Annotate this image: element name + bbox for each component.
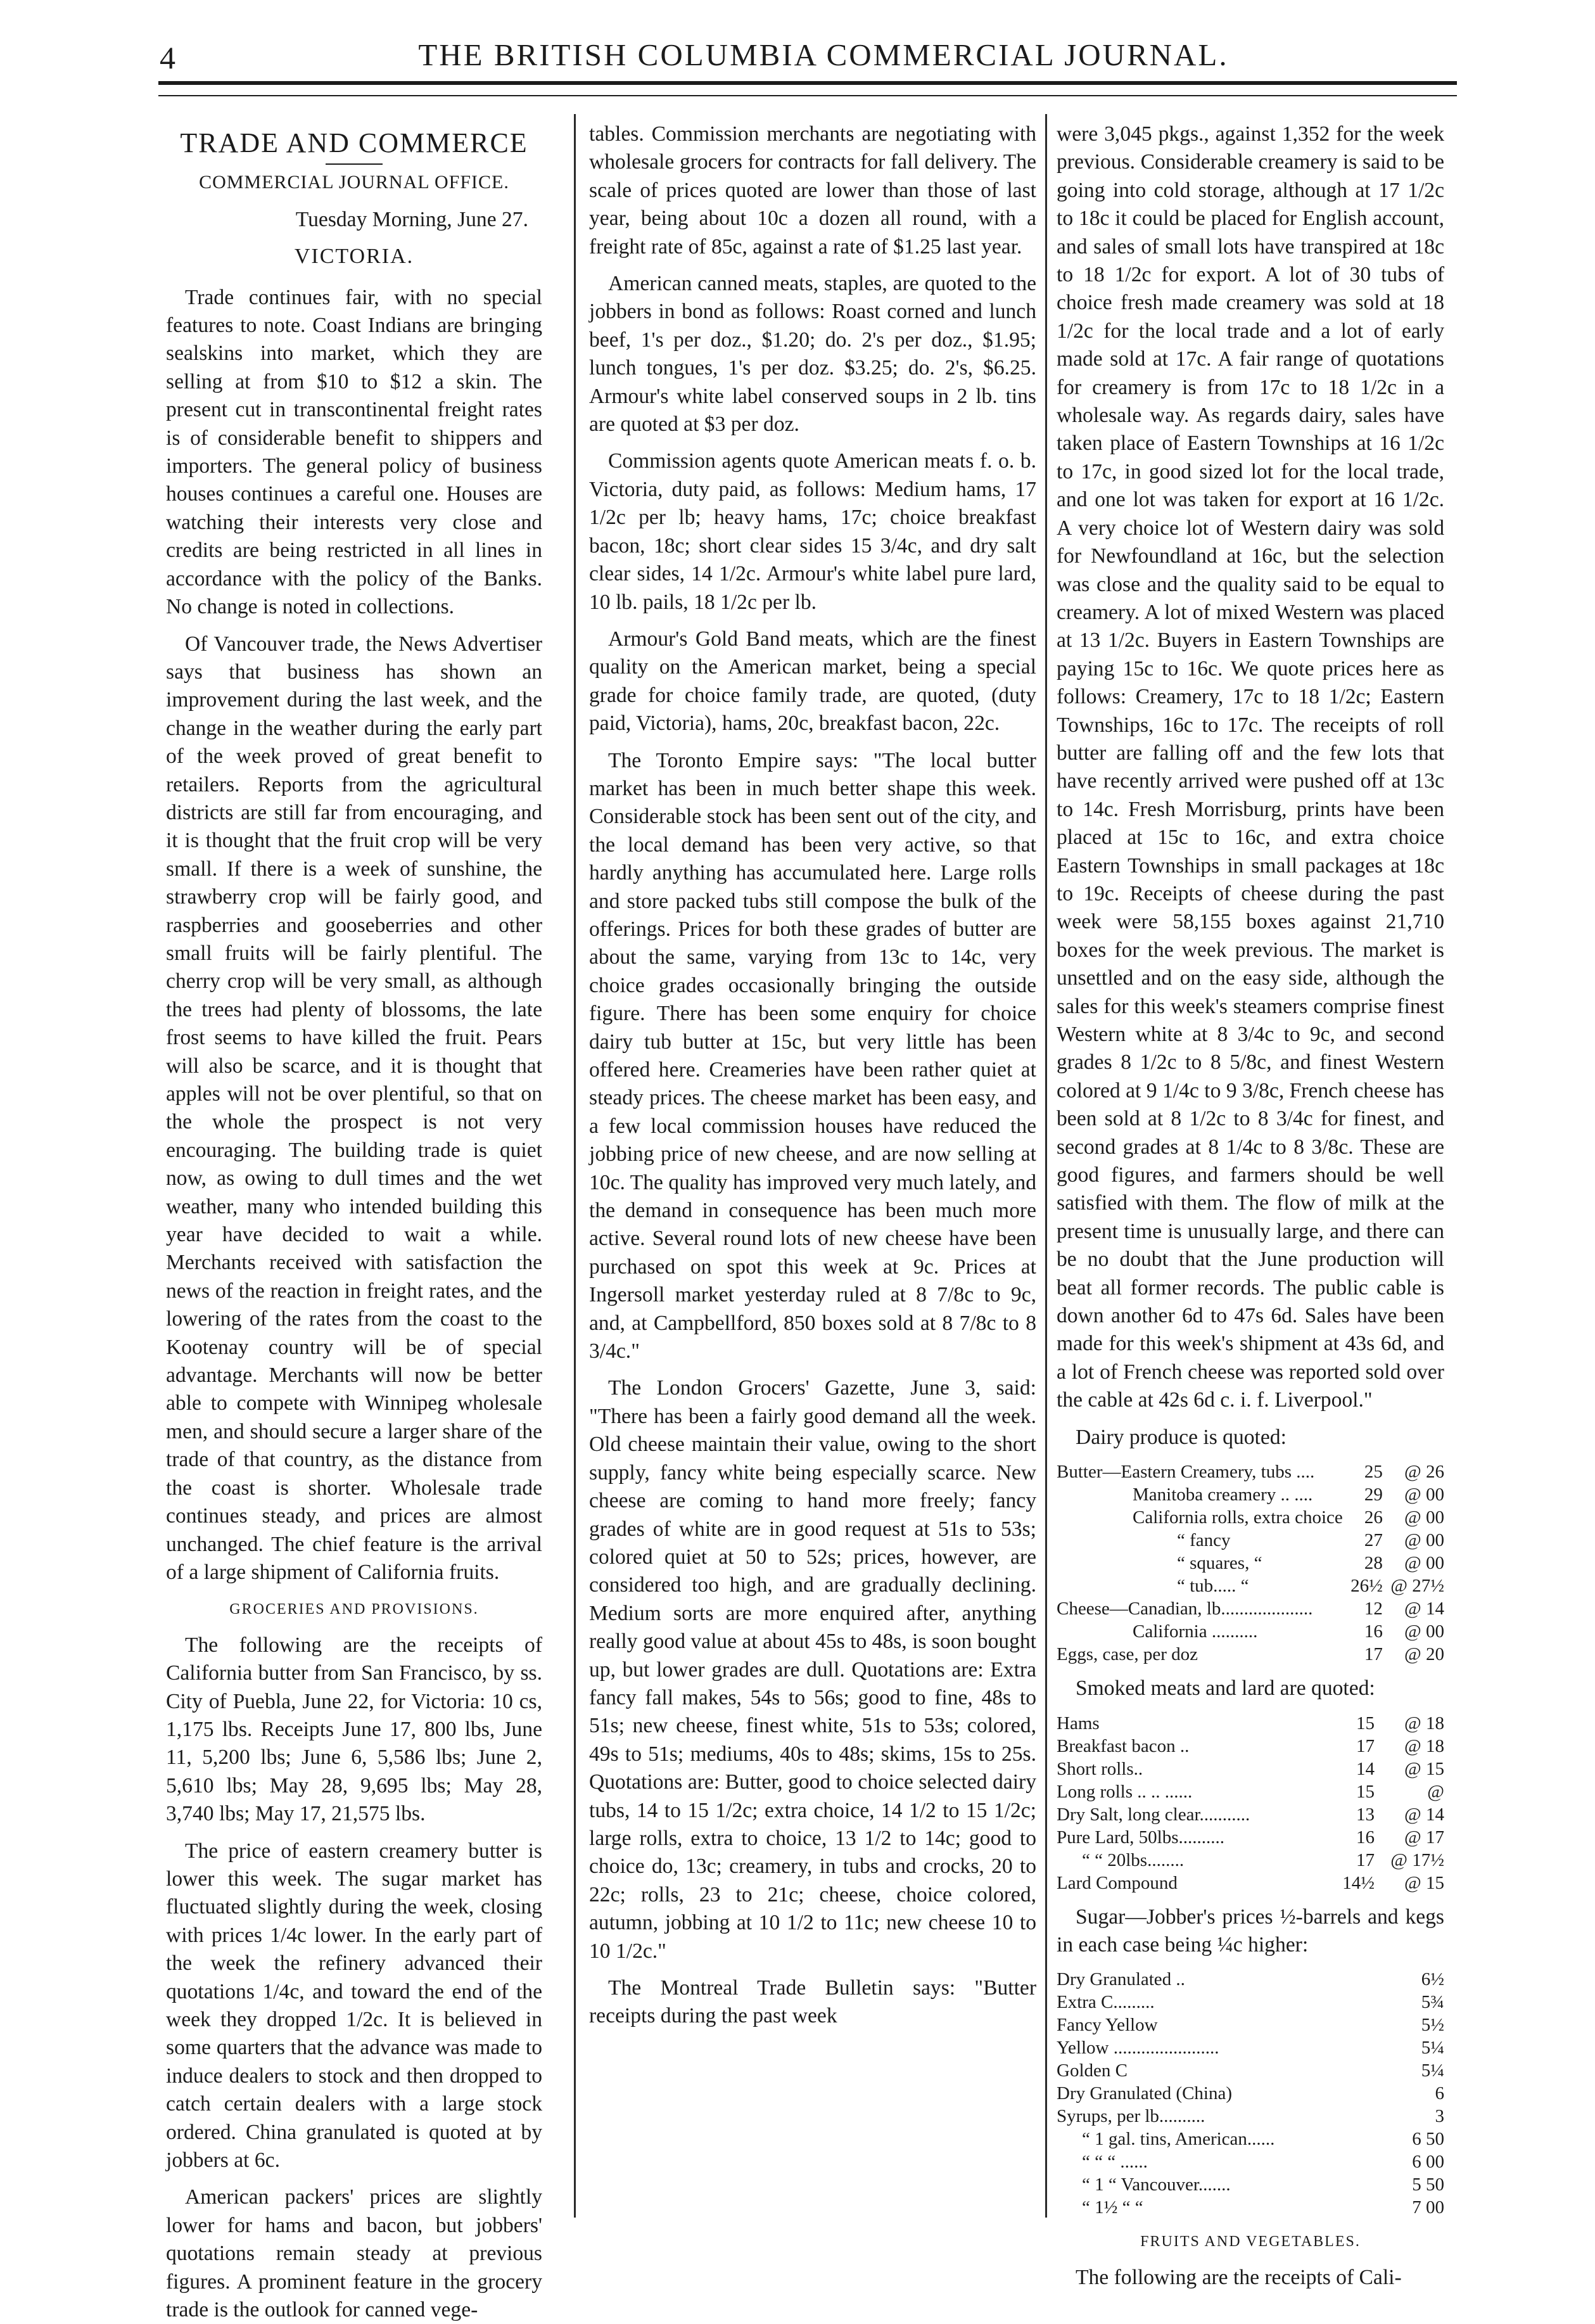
- price-item: Hams: [1057, 1713, 1100, 1733]
- masthead-rule-bottom: [158, 95, 1457, 96]
- sugar-price-table: [1057, 1968, 1444, 2219]
- price-row: [1057, 1597, 1444, 1620]
- price-low: 15: [1356, 1713, 1375, 1733]
- price-item: Breakfast bacon ..: [1057, 1735, 1190, 1756]
- price-item: Dry Granulated ..: [1057, 1969, 1185, 1990]
- price-low: 17: [1356, 1735, 1375, 1756]
- price-low: 28: [1364, 1553, 1383, 1574]
- column-divider-2: [1045, 114, 1047, 2218]
- price-item: “ 1 gal. tins, American......: [1082, 2129, 1275, 2150]
- paragraph: Of Vancouver trade, the News Advertiser says that business has shown an improvement during the last week, and the change in the weather during the early part of the week proved of great benefit to retailers. Reports from the agricultural districts are still far from encouraging, and it is thought that the fruit crop will be very small. If there is a week of sunshine, the strawberry crop will be fairly good, and raspberries and gooseberries and other small fruits will be fairly plentiful. The cherry crop will be very small, as although the trees had plenty of blossoms, the late frost seems to have killed the fruit. Pears will also be scarce, and it is thought that apples will not be over plentiful, so that on the whole the prospect is not very encouraging. The building trade is quiet now, as owing to dull times and the wet weather, many who intended building this year have decided to wait a while. Merchants received with satisfaction the news of the reaction in freight rates, and the lowering of the rates from the coast to the Kootenay country will be of special advantage. Merchants will now be better able to compete with Winnipeg wholesale men, and should secure a larger share of the trade of that country, as the distance from the coast is shorter. Wholesale trade continues steady, and prices are almost unchanged. The chief feature is the arrival of a large shipment of California fruits.: [166, 632, 542, 1584]
- subhead-groceries: GROCERIES AND PROVISIONS.: [229, 1601, 479, 1618]
- price-row: [1057, 1803, 1444, 1826]
- paragraph: Armour's Gold Band meats, which are the finest quality on the American market, being a special grade for choice family trade, are quoted, (duty paid, Victoria), hams, 20c, breakfast bacon, 22c.: [589, 627, 1036, 736]
- price-high: 3: [1435, 2106, 1444, 2127]
- price-low: [1326, 2173, 1375, 2196]
- price-item: Yellow .......................: [1057, 2038, 1219, 2059]
- column-2: [589, 120, 1036, 2218]
- price-low: 17: [1364, 1644, 1383, 1665]
- price-row: [1057, 1620, 1444, 1643]
- price-row: [1057, 1460, 1444, 1483]
- price-high: 6½: [1421, 1969, 1444, 1990]
- subhead-fruits: FRUITS AND VEGETABLES.: [1140, 2233, 1361, 2251]
- price-row: [1057, 1529, 1444, 1552]
- price-item: “ squares, “: [1177, 1553, 1262, 1574]
- price-item: Syrups, per lb..........: [1057, 2106, 1205, 2127]
- price-row: [1057, 1872, 1444, 1894]
- price-row: [1057, 2059, 1444, 2082]
- price-high: @ 00: [1404, 1553, 1444, 1574]
- paragraph: The London Grocers' Gazette, June 3, said: "There has been a fairly good demand all the week. Old cheese maintain their value, owing to the short supply, fancy white being especially scarce. New cheese are coming to hand more freely; fancy grades of white are in good request at 51s to 53s; colored quiet at 50 to 52s; prices, however, are considered too high, and are gradually declining. Medium sorts are more enquired after, anything really good value at about 45s to 48s, is soon bought up, but lower grades are dull. Quotations are: Extra fancy fall makes, 54s to 56s; good to fine, 48s to 51s; new cheese, finest white, 51s to 53s; colored, 49s to 51s; mediums, 40s to 48s; skims, 15s to 25s. Quotations are: Butter, good to choice selected dairy tubs, 14 to 15 1/2c; extra choice, 14 1/2 to 15 1/2c; large rolls, extra to choice, 13 1/2 to 14c; good to choice do, 13c; creamery, in tubs and crocks, 20 to 22c; rolls, 23 to 21c; cheese, choice colored, autumn, jobbing at 10 1/2 to 11c; new cheese 10 to 10 1/2c.": [589, 1376, 1036, 1963]
- price-high: @ 17: [1404, 1827, 1444, 1848]
- price-high: @ 27½: [1390, 1576, 1444, 1597]
- price-low: [1326, 1991, 1375, 2014]
- column-3: [1057, 120, 1444, 2289]
- price-row: [1057, 2082, 1444, 2105]
- price-row: [1057, 1643, 1444, 1666]
- price-item: Fancy Yellow: [1057, 2015, 1158, 2036]
- section-title: TRADE AND COMMERCE: [180, 127, 528, 158]
- paragraph: tables. Commission merchants are negotiating with wholesale grocers for contracts for fall delivery. The scale of prices quoted are lower than those of last year, being about 10c a dozen all round, with a freight rate of 85c, against a rate of $1.25 last year.: [589, 122, 1036, 259]
- price-low: [1326, 2150, 1375, 2173]
- price-low: 16: [1356, 1827, 1375, 1848]
- paragraph: American packers' prices are slightly lower for hams and bacon, but jobbers' quotations remain steady at previous figures. A prominent feature in the grocery trade is the outlook for canned vege-: [166, 2185, 542, 2322]
- price-row: [1057, 1758, 1444, 1780]
- price-low: 26½: [1350, 1576, 1383, 1597]
- price-high: 6: [1435, 2083, 1444, 2104]
- price-high: 7 00: [1412, 2197, 1444, 2218]
- price-high: @ 14: [1404, 1804, 1444, 1825]
- price-high: @ 14: [1404, 1599, 1444, 1619]
- price-low: 14½: [1342, 1872, 1375, 1893]
- paragraph: Trade continues fair, with no special features to note. Coast Indians are bringing sealskins into market, which they are selling at from $10 to $12 a skin. The present cut in transcontinental freight rates is of considerable benefit to shippers and importers. The general policy of business houses continues a careful one. Houses are watching their interests very close and credits are being restricted in all lines in accordance with the policy of the Banks. No change is noted in collections.: [166, 285, 542, 619]
- column-divider-1: [574, 114, 576, 2218]
- price-low: [1326, 2196, 1375, 2219]
- price-item: California ..........: [1133, 1621, 1258, 1642]
- price-item: Butter—Eastern Creamery, tubs ....: [1057, 1462, 1315, 1483]
- price-low: 27: [1364, 1530, 1383, 1551]
- price-high: @ 15: [1404, 1758, 1444, 1779]
- price-row: [1057, 1849, 1444, 1872]
- page-number: 4: [160, 40, 175, 75]
- price-item: Long rolls .. .. ......: [1057, 1781, 1193, 1802]
- price-item: Manitoba creamery .. ....: [1133, 1484, 1313, 1505]
- price-item: Dry Granulated (China): [1057, 2083, 1233, 2104]
- price-row: [1057, 1574, 1444, 1597]
- city-heading: VICTORIA.: [294, 245, 414, 269]
- price-low: 26: [1364, 1507, 1383, 1528]
- price-high: @: [1427, 1781, 1444, 1802]
- price-item: “ 1 “ Vancouver.......: [1082, 2174, 1231, 2195]
- price-row: [1057, 2105, 1444, 2128]
- price-high: 6 50: [1412, 2129, 1444, 2150]
- price-high: 5¼: [1421, 2060, 1444, 2081]
- price-high: @ 17½: [1390, 1849, 1444, 1870]
- price-high: @ 00: [1404, 1530, 1444, 1551]
- smoked-price-table: [1057, 1712, 1444, 1894]
- price-row: [1057, 1712, 1444, 1735]
- price-high: 6 00: [1412, 2152, 1444, 2173]
- paragraph: The Toronto Empire says: "The local butter market has been in much better shape this week. Considerable stock has been sent out of the city, and the local demand has been very active, so that hardly anything has accumulated here. Large rolls and store packed tubs still compose the bulk of the offerings. Prices for both these grades of butter are about the same, varying from 13c to 14c, very choice grades occasionally bringing the outside figure. There has been some enquiry for choice dairy tub butter at 15c, but very little has been offered here. Creameries have been rather quiet at steady prices. The cheese market has been easy, and a few local commission houses have reduced the jobbing price of new cheese, and are now selling at 10c. The quality has improved very much lately, and the demand in consequence has been much more active. Several round lots of new cheese have been purchased on spot this week at 9c. Prices at Ingersoll market yesterday ruled at 8 7/8c to 9c, and, at Campbellford, 850 boxes sold at 8 7/8c to 8 3/4c.": [589, 748, 1036, 1363]
- column-1: [166, 120, 542, 2322]
- price-item: “ tub..... “: [1177, 1576, 1249, 1597]
- sugar-heading: Sugar—Jobber's prices ½-barrels and kegs in each case being ¼c higher:: [1057, 1905, 1444, 1957]
- dairy-price-table: [1057, 1460, 1444, 1666]
- price-low: 12: [1364, 1599, 1383, 1619]
- price-item: “ “ 20lbs........: [1082, 1849, 1185, 1870]
- price-row: [1057, 1991, 1444, 2014]
- price-item: “ 1½ “ “: [1082, 2197, 1143, 2218]
- dairy-heading: Dairy produce is quoted:: [1076, 1425, 1287, 1449]
- price-item: Lard Compound: [1057, 1872, 1178, 1893]
- price-item: Cheese—Canadian, lb....................: [1057, 1599, 1313, 1619]
- price-row: [1057, 2150, 1444, 2173]
- price-item: Dry Salt, long clear...........: [1057, 1804, 1250, 1825]
- price-high: 5½: [1421, 2015, 1444, 2036]
- paragraph: The price of eastern creamery butter is lower this week. The sugar market has fluctuated slightly during the week, closing with prices 1/4c lower. In the early part of the week the refinery advanced their quotations 1/4c, and toward the end of the week they dropped 1/2c. It is believed in some quarters that the advance was made to induce dealers to stock and then dropped to catch certain dealers with a large stock ordered. China granulated is quoted at by jobbers at 6c.: [166, 1839, 542, 2173]
- price-item: Extra C.........: [1057, 1992, 1155, 2013]
- price-low: 25: [1364, 1462, 1383, 1483]
- price-item: Pure Lard, 50lbs..........: [1057, 1827, 1224, 1848]
- price-row: [1057, 1735, 1444, 1758]
- price-high: @ 18: [1404, 1713, 1444, 1733]
- price-high: 5¼: [1421, 2038, 1444, 2059]
- price-low: [1326, 2014, 1375, 2036]
- smoked-heading: Smoked meats and lard are quoted:: [1076, 1676, 1375, 1701]
- paragraph: Commission agents quote American meats f. o. b. Victoria, duty paid, as follows: Medium hams, 17 1/2c per lb; heavy hams, 17c; choice breakfast bacon, 18c; short clear sides 15 3/4c, and dry salt clear sides, 14 1/2c. Armour's white label pure lard, 10 lb. pails, 18 1/2c per lb.: [589, 449, 1036, 614]
- dateline: Tuesday Morning, June 27.: [295, 207, 528, 231]
- price-row: [1057, 2196, 1444, 2219]
- price-row: [1057, 1483, 1444, 1506]
- price-high: @ 00: [1404, 1621, 1444, 1642]
- price-low: 29: [1364, 1484, 1383, 1505]
- price-row: [1057, 1968, 1444, 1991]
- price-low: 15: [1356, 1781, 1375, 1802]
- price-high: @ 15: [1404, 1872, 1444, 1893]
- price-item: Golden C: [1057, 2060, 1128, 2081]
- price-item: “ “ “ ......: [1082, 2152, 1148, 2173]
- price-low: 14: [1356, 1758, 1375, 1779]
- paragraph: The following are the receipts of Cali-: [1076, 2265, 1402, 2289]
- price-high: @ 18: [1404, 1735, 1444, 1756]
- price-row: [1057, 2014, 1444, 2036]
- price-low: 13: [1356, 1804, 1375, 1825]
- price-row: [1057, 2036, 1444, 2059]
- paragraph: American canned meats, staples, are quoted to the jobbers in bond as follows: Roast corned and lunch beef, 1's per doz., $1.20; do. 2's per doz., $1.95; lunch tongues, 1's per doz. $3.25; do. 2's, $6.25. Armour's white label conserved soups in 2 lb. tins are quoted at $3 per doz.: [589, 272, 1036, 437]
- price-low: 16: [1364, 1621, 1383, 1642]
- price-low: [1326, 2082, 1375, 2105]
- price-low: [1326, 2128, 1375, 2150]
- price-row: [1057, 1506, 1444, 1529]
- price-item: Short rolls..: [1057, 1758, 1143, 1779]
- masthead-rule-top: [158, 81, 1457, 85]
- masthead-title: THE BRITISH COLUMBIA COMMERCIAL JOURNAL.: [418, 37, 1229, 72]
- price-item: Eggs, case, per doz: [1057, 1644, 1198, 1665]
- price-item: “ fancy: [1177, 1530, 1231, 1551]
- price-high: 5 50: [1412, 2174, 1444, 2195]
- price-high: @ 20: [1404, 1644, 1444, 1665]
- price-low: 17: [1356, 1849, 1375, 1870]
- price-row: [1057, 2173, 1444, 2196]
- paragraph: were 3,045 pkgs., against 1,352 for the week previous. Considerable creamery is said to be going into cold storage, although at 17 1/2c to 18c it could be placed for English account, and sales of small lots have transpired at 18c to 18 1/2c for export. A lot of 30 tubs of choice fresh made creamery was sold at 18 1/2c for the local trade and a lot of early made sold at 17c. A fair range of quotations for creamery is from 17c to 18 1/2c in a wholesale way. As regards dairy, sales have taken place of Eastern Townships at 16 1/2c to 17c, in good sized lot for the local trade, and one lot was taken for export at 16 1/2c. A very choice lot of Western dairy was sold for Newfoundland at 16c, but the selection was close and the quality said to be equal to creamery. A lot of mixed Western was placed at 13 1/2c. Buyers in Eastern Townships are paying 15c to 16c. We quote prices here as follows: Creamery, 17c to 18 1/2c; Eastern Townships, 16c to 17c. The receipts of roll butter are falling off and the few lots that have recently arrived were pushed off at 13c to 14c. Fresh Morrisburg, prints have been placed at 15c to 16c, and extra choice Eastern Townships in small packages at 18c to 19c. Receipts of cheese during the past week were 58,155 boxes against 21,710 boxes for the week previous. The market is unsettled and on the easy side, although the sales for this week's steamers comprise finest Western white at 8 3/4c to 9c, and second grades 8 1/2c to 8 5/8c, and finest Western colored at 9 1/4c to 9 3/8c, French cheese has been sold at 8 1/2c to 8 3/4c for finest, and second grades at 8 1/4c to 8 3/8c. These are good figures, and farmers should be well satisfied with them. The flow of milk at the present time is unusually large, and there can be no doubt that the June production will beat all former records. The public cable is down another 6d to 47s 6d. Sales have been made for this week's shipment at 43s 6d, and a lot of French cheese was reported sold over the cable at 42s 6d c. i. f. Liverpool.": [1057, 122, 1444, 1412]
- title-rule: [326, 163, 383, 165]
- price-low: [1326, 2105, 1375, 2128]
- price-item: California rolls, extra choice: [1133, 1507, 1343, 1528]
- paragraph: The Montreal Trade Bulletin says: "Butter receipts during the past week: [589, 1976, 1036, 2028]
- office-line: COMMERCIAL JOURNAL OFFICE.: [199, 172, 509, 193]
- price-row: [1057, 2128, 1444, 2150]
- price-high: @ 26: [1404, 1462, 1444, 1483]
- price-high: @ 00: [1404, 1484, 1444, 1505]
- price-row: [1057, 1552, 1444, 1574]
- price-low: [1326, 1968, 1375, 1991]
- paragraph: The following are the receipts of California butter from San Francisco, by ss. City of Puebla, June 22, for Victoria: 10 cs, 1,175 lbs. Receipts June 17, 800 lbs, June 11, 5,200 lbs; June 6, 5,586 lbs; June 2, 5,610 lbs; May 28, 9,695 lbs; May 28, 3,740 lbs; May 17, 21,575 lbs.: [166, 1633, 542, 1826]
- price-low: [1326, 2036, 1375, 2059]
- price-high: @ 00: [1404, 1507, 1444, 1528]
- price-row: [1057, 1826, 1444, 1849]
- price-high: 5¾: [1421, 1992, 1444, 2013]
- price-row: [1057, 1780, 1444, 1803]
- price-low: [1326, 2059, 1375, 2082]
